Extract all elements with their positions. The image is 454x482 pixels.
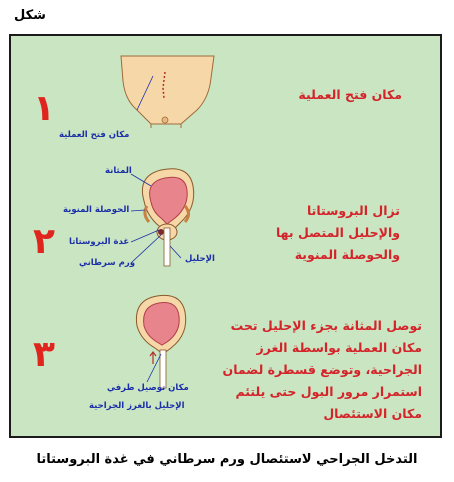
label-urethra: الإحليل bbox=[185, 254, 215, 264]
step-2-number: ٢ bbox=[33, 221, 55, 262]
step-1-number: ١ bbox=[33, 88, 55, 129]
bladder-with-prostate bbox=[131, 169, 194, 266]
label-cancer-tumor: ورم سرطاني bbox=[79, 258, 136, 268]
bladder-reconnected bbox=[136, 295, 185, 388]
label-junction-site-line2: الإحليل بالغرز الجراحية bbox=[89, 401, 185, 411]
torso-figure bbox=[121, 56, 214, 128]
label-incision-site: مكان فتح العملية bbox=[59, 130, 130, 140]
step-3-description: توصل المثانة بجزء الإحليل تحت مكان العملية بواسطة الغرز الجراحية، وتوضع قسطرة لضمان استمرار مرور البول حتى يلتئم مكان الاستئصال bbox=[222, 318, 422, 421]
figure-label: شكل bbox=[14, 8, 46, 23]
step-3-number: ٣ bbox=[33, 334, 55, 375]
label-prostate-gland: غدة البروستاتا bbox=[69, 237, 130, 247]
step-2-description: تزال البروستاتا والإحليل المتصل بها والحوصلة المنوية bbox=[275, 203, 400, 262]
label-junction-site-line1: مكان توصيل طرفي bbox=[107, 383, 189, 393]
illustration-panel bbox=[9, 34, 442, 438]
label-bladder: المثانة bbox=[105, 166, 132, 176]
step-1-description: مكان فتح العملية bbox=[298, 87, 402, 102]
label-seminal-vesicle: الحوصلة المنوية bbox=[63, 205, 130, 215]
figure-caption: التدخل الجراحي لاستئصال ورم سرطاني في غدة البروستاتا bbox=[36, 452, 418, 467]
